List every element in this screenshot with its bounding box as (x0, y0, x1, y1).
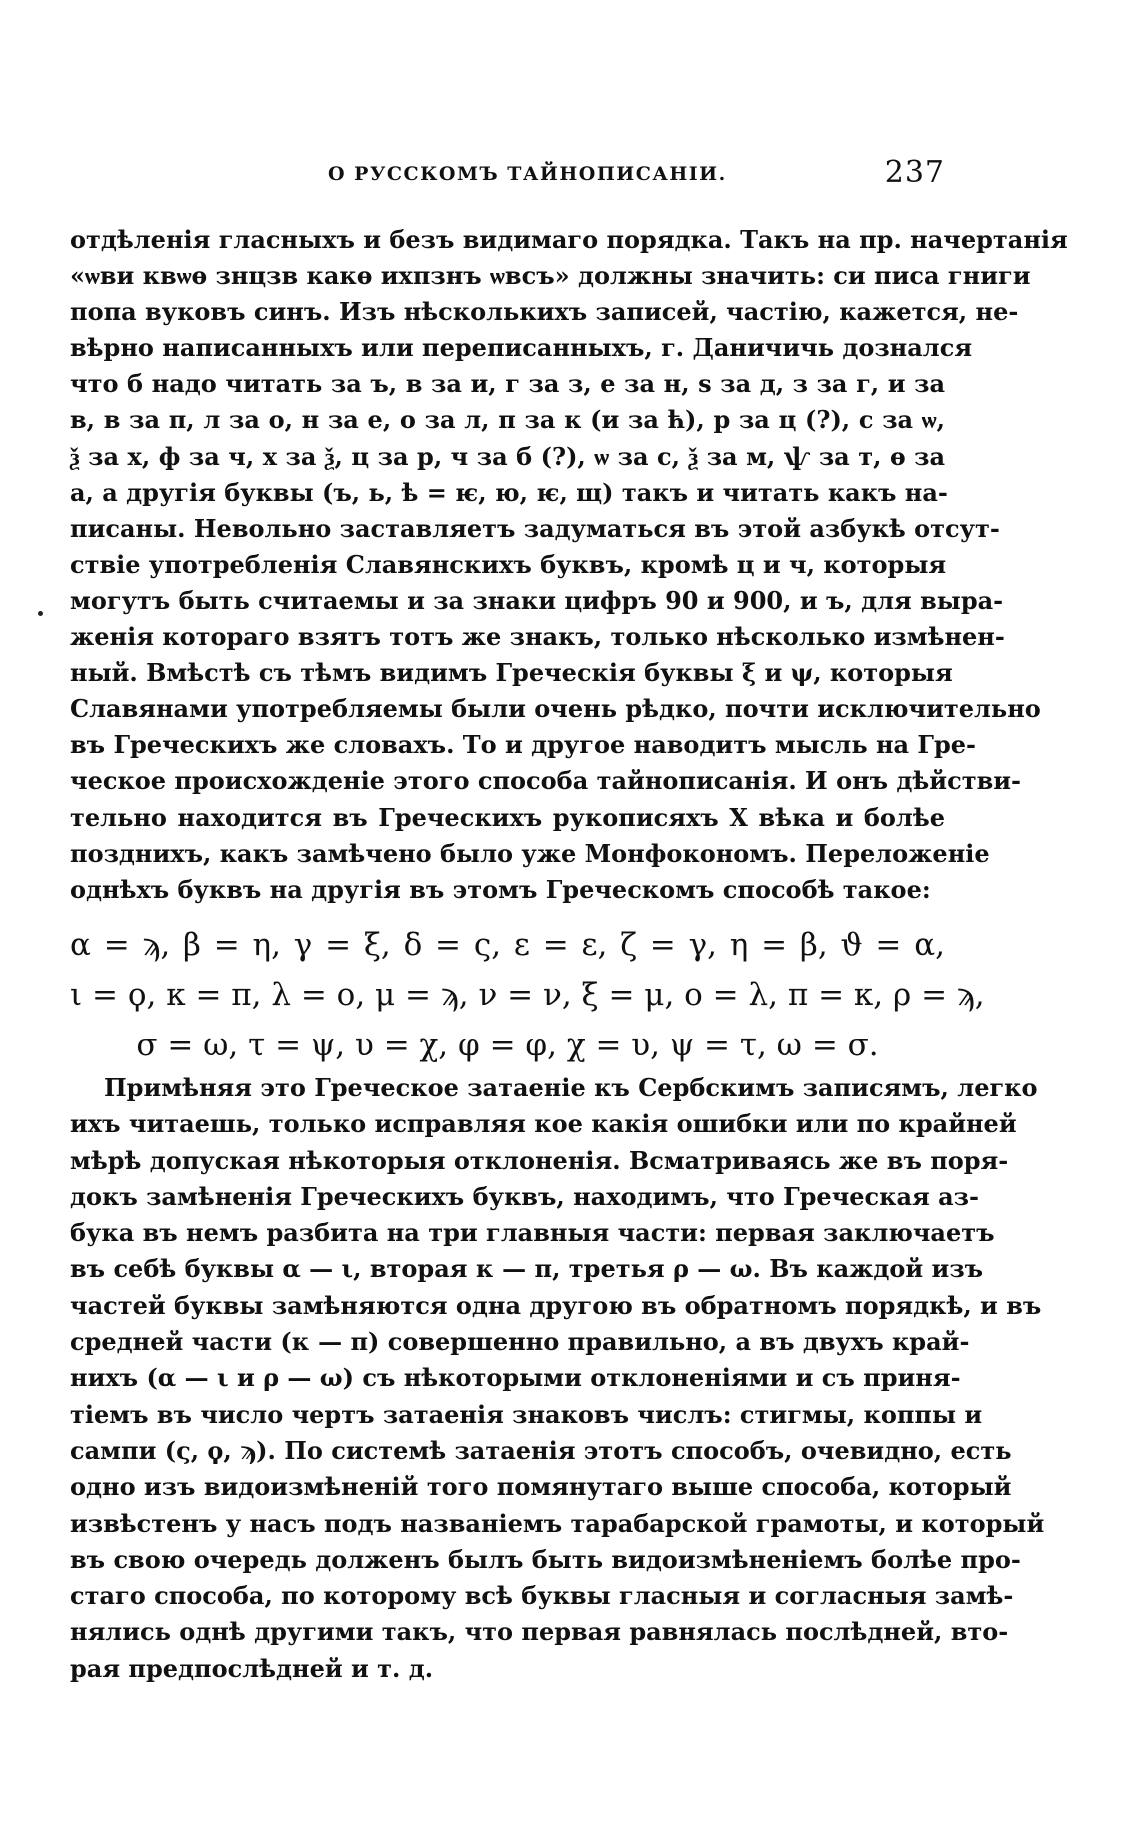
cipher-row: σ = ω, τ = ψ, υ = χ, φ = φ, χ = υ, ψ = τ, ω = σ. (136, 1027, 879, 1063)
text-line: въ себѣ буквы α — ι, вторая κ — π, третья ρ — ω. Въ каждой изъ (70, 1254, 984, 1284)
page-number: 237 (884, 155, 945, 190)
text-line: сампи (ς, ϙ, ϡ). По системѣ затаенія этотъ способъ, очевидно, есть (70, 1435, 1012, 1465)
paragraph-1 (70, 222, 1068, 908)
text-line: «ѡви квѡѳ знцзв какѳ ихпзнъ ѡвсъ» должны значить: си писа гниги (70, 261, 1031, 291)
text-line: могутъ быть считаемы и за знаки цифръ 90 и 900, и ъ, для выра- (70, 585, 1004, 615)
text-line: частей буквы замѣняются одна другою въ обратномъ порядкѣ, и въ (70, 1290, 1042, 1320)
text-line: тіемъ въ число чертъ затаенія знаковъ числъ: стигмы, коппы и (70, 1399, 983, 1429)
text-line: докъ замѣненія Греческихъ буквъ, находимъ, что Греческая аз- (70, 1181, 979, 1211)
text-line: тельно находится въ Греческихъ рукописяхъ X вѣка и болѣе (70, 802, 945, 832)
text-line: писаны. Невольно заставляетъ задуматься въ этой азбукѣ отсут- (70, 513, 1000, 543)
text-line: в, в за п, л за о, н за е, о за л, п за к (и за ћ), р за ц (?), с за ѡ, (70, 405, 945, 435)
running-head (70, 155, 945, 195)
text-line: отдѣленія гласныхъ и безъ видимаго порядка. Такъ на пр. начертанія (70, 225, 1068, 254)
text-line: мѣрѣ допуская нѣкоторыя отклоненія. Всматриваясь же въ поря- (70, 1145, 1009, 1175)
text-line: нихъ (α — ι и ρ — ω) съ нѣкоторыми отклоненіями и съ приня- (70, 1363, 961, 1393)
text-line: что б надо читать за ъ, в за и, г за з, е за н, ѕ за д, з за г, и за (70, 369, 945, 399)
text-line: одно изъ видоизмѣненій того помянутаго выше способа, который (70, 1472, 1012, 1502)
text-line: ческое происхожденіе этого способа тайнописанія. И онъ дѣйстви- (70, 766, 1022, 796)
margin-mark (38, 611, 43, 616)
text-line: нялись однѣ другими такъ, что первая равнялась послѣдней, вто- (70, 1617, 1009, 1647)
text-line: Примѣняя это Греческое затаеніе къ Сербскимъ записямъ, легко (104, 1073, 1038, 1102)
text-line: въ Греческихъ же словахъ. То и другое наводитъ мысль на Гре- (70, 730, 977, 760)
text-line: извѣстенъ у насъ подъ названіемъ тарабарской грамоты, и который (70, 1508, 1045, 1538)
text-line: ихъ читаешь, только исправляя кое какія ошибки или по крайней (70, 1109, 1017, 1139)
running-title: О РУССКОМЪ ТАЙНОПИСАНІИ. (328, 163, 727, 185)
paragraph-2 (70, 1070, 1045, 1687)
text-line: ствіе употребленія Славянскихъ буквъ, кромѣ ц и ч, которыя (70, 549, 947, 579)
text-line: попа вуковъ синъ. Изъ нѣсколькихъ записей, частію, кажется, не- (70, 297, 1019, 327)
text-line: а, а другія буквы (ъ, ь, ѣ = ѥ, ю, ѥ, щ) такъ и читать какъ на- (70, 477, 948, 507)
text-line: однѣхъ буквъ на другія въ этомъ Греческомъ способѣ такое: (70, 874, 931, 904)
text-line: бука въ немъ разбита на три главныя части: первая заключаетъ (70, 1218, 995, 1248)
text-line: женія котораго взятъ тотъ же знакъ, только нѣсколько измѣнен- (70, 622, 1005, 652)
text-line: стаго способа, по которому всѣ буквы гласныя и согласныя замѣ- (70, 1581, 1014, 1611)
cipher-row: ι = ϙ, κ = π, λ = ο, μ = ϡ, ν = ν, ξ = μ, ο = λ, π = κ, ρ = ϡ, (70, 977, 985, 1013)
text-line: позднихъ, какъ замѣчено было уже Монфокономъ. Переложеніе (70, 838, 990, 868)
greek-cipher-table (70, 920, 985, 1070)
text-line: Славянами употребляемы были очень рѣдко, почти исключительно (70, 694, 1041, 724)
cipher-row: α = ϡ, β = η, γ = ξ, δ = ς, ε = ε, ζ = γ, η = β, ϑ = α, (70, 927, 945, 963)
text-line: средней части (κ — π) совершенно правильно, а въ двухъ край- (70, 1327, 970, 1357)
text-line: вѣрно написанныхъ или переписанныхъ, г. Даничичь дознался (70, 333, 973, 363)
text-line: рая предпослѣдней и т. д. (70, 1653, 434, 1683)
text-line: въ свою очередь долженъ былъ быть видоизмѣненіемъ болѣе про- (70, 1544, 1021, 1574)
text-line: ный. Вмѣстѣ съ тѣмъ видимъ Греческія буквы ξ и ψ, которыя (70, 658, 953, 688)
text-line: ѯ за х, ф за ч, х за ѯ, ц за р, ч за б (?), ѡ за с, ѯ за м, ѱ за т, ѳ за (70, 441, 945, 471)
